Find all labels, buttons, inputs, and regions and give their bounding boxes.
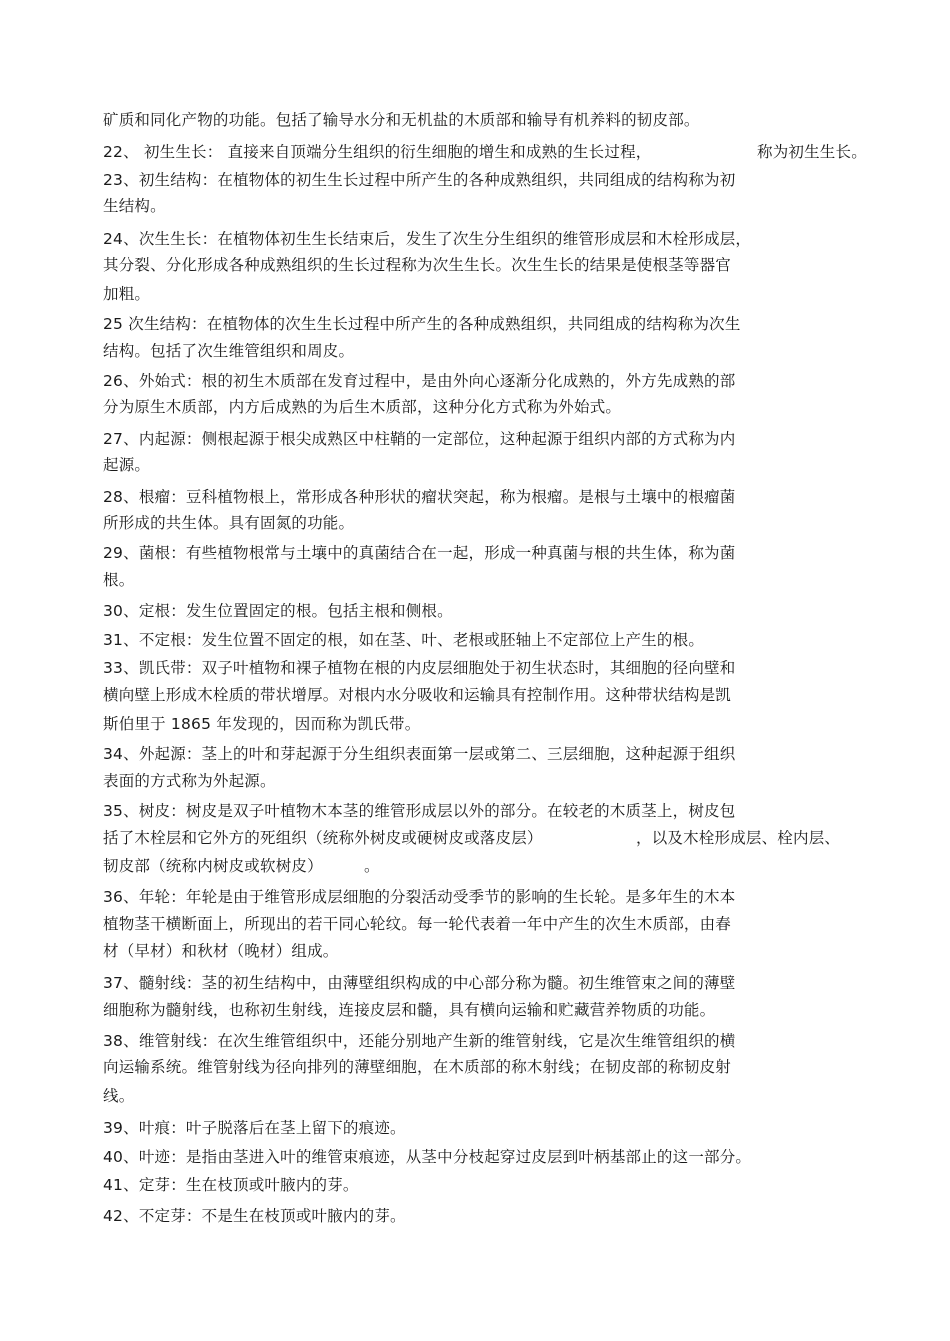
text-line: 。 <box>364 857 380 875</box>
text-line: 25 次生结构：在植物体的次生生长过程中所产生的各种成熟组织，共同组成的结构称为次生 <box>103 315 741 333</box>
text-line: 细胞称为髓射线，也称初生射线，连接皮层和髓，具有横向运输和贮藏营养物质的功能。 <box>103 1001 716 1019</box>
text-line: 38、维管射线：在次生维管组织中，还能分别地产生新的维管射线，它是次生维管组织的横 <box>103 1032 736 1050</box>
text-line: 横向壁上形成木栓质的带状增厚。对根内水分吸收和运输具有控制作用。这种带状结构是凯 <box>103 686 732 704</box>
text-line: 35、树皮：树皮是双子叶植物木本茎的维管形成层以外的部分。在较老的木质茎上，树皮包 <box>103 802 736 820</box>
text-line: 结构。包括了次生维管组织和周皮。 <box>103 342 355 360</box>
text-line: 40、叶迹：是指由茎进入叶的维管束痕迹，从茎中分枝起穿过皮层到叶柄基部止的这一部分。 <box>103 1148 752 1166</box>
text-line: 36、年轮：年轮是由于维管形成层细胞的分裂活动受季节的影响的生长轮。是多年生的木本 <box>103 888 736 906</box>
text-line: 23、初生结构：在植物体的初生生长过程中所产生的各种成熟组织，共同组成的结构称为初 <box>103 171 736 189</box>
text-line: 材（早材）和秋材（晚材）组成。 <box>103 942 339 960</box>
text-line: ，以及木栓形成层、栓内层、 <box>636 829 841 847</box>
text-line: 29、菌根：有些植物根常与土壤中的真菌结合在一起，形成一种真菌与根的共生体，称为菌 <box>103 544 736 562</box>
text-line: 42、不定芽：不是生在枝顶或叶腋内的芽。 <box>103 1207 406 1225</box>
text-line: 其分裂、分化形成各种成熟组织的生长过程称为次生生长。次生生长的结果是使根茎等器官 <box>103 256 732 274</box>
text-line: 39、叶痕：叶子脱落后在茎上留下的痕迹。 <box>103 1119 406 1137</box>
text-line: 37、髓射线：茎的初生结构中，由薄壁组织构成的中心部分称为髓。初生维管束之间的薄壁 <box>103 974 736 992</box>
text-line: 生结构。 <box>103 197 166 215</box>
text-line: 22、 初生生长： 直接来自顶端分生组织的衍生细胞的增生和成熟的生长过程， <box>103 143 652 161</box>
text-line: 26、外始式：根的初生木质部在发育过程中，是由外向心逐渐分化成熟的，外方先成熟的部 <box>103 372 736 390</box>
text-line: 表面的方式称为外起源。 <box>103 772 276 790</box>
text-line: 斯伯里于 1865 年发现的，因而称为凯氏带。 <box>103 715 421 733</box>
text-line: 24、次生生长：在植物体初生生长结束后，发生了次生分生组织的维管形成层和木栓形成层， <box>103 230 752 248</box>
text-line: 向运输系统。维管射线为径向排列的薄壁细胞，在木质部的称木射线；在韧皮部的称韧皮射 <box>103 1058 732 1076</box>
text-line: 34、外起源：茎上的叶和芽起源于分生组织表面第一层或第二、三层细胞，这种起源于组织 <box>103 745 736 763</box>
text-line: 线。 <box>103 1087 135 1105</box>
text-line: 矿质和同化产物的功能。包括了输导水分和无机盐的木质部和输导有机养料的韧皮部。 <box>103 111 700 129</box>
text-line: 30、定根：发生位置固定的根。包括主根和侧根。 <box>103 602 453 620</box>
text-line: 植物茎干横断面上，所现出的若干同心轮纹。每一轮代表着一年中产生的次生木质部，由春 <box>103 915 732 933</box>
text-line: 41、定芽：生在枝顶或叶腋内的芽。 <box>103 1176 359 1194</box>
text-line: 31、不定根：发生位置不固定的根，如在茎、叶、老根或胚轴上不定部位上产生的根。 <box>103 631 705 649</box>
text-line: 韧皮部（统称内树皮或软树皮） <box>103 857 323 875</box>
text-line: 起源。 <box>103 456 151 474</box>
text-line: 分为原生木质部，内方后成熟的为后生木质部，这种分化方式称为外始式。 <box>103 398 622 416</box>
text-line: 33、凯氏带：双子叶植物和裸子植物在根的内皮层细胞处于初生状态时，其细胞的径向壁和 <box>103 659 736 677</box>
text-line: 27、内起源：侧根起源于根尖成熟区中柱鞘的一定部位，这种起源于组织内部的方式称为内 <box>103 430 736 448</box>
text-line: 称为初生生长。 <box>757 143 867 161</box>
text-line: 括了木栓层和它外方的死组织（统称外树皮或硬树皮或落皮层） <box>103 829 543 847</box>
text-line: 28、根瘤：豆科植物根上，常形成各种形状的瘤状突起，称为根瘤。是根与土壤中的根瘤菌 <box>103 488 736 506</box>
text-line: 加粗。 <box>103 285 151 303</box>
text-line: 所形成的共生体。具有固氮的功能。 <box>103 514 355 532</box>
text-line: 根。 <box>103 571 135 589</box>
